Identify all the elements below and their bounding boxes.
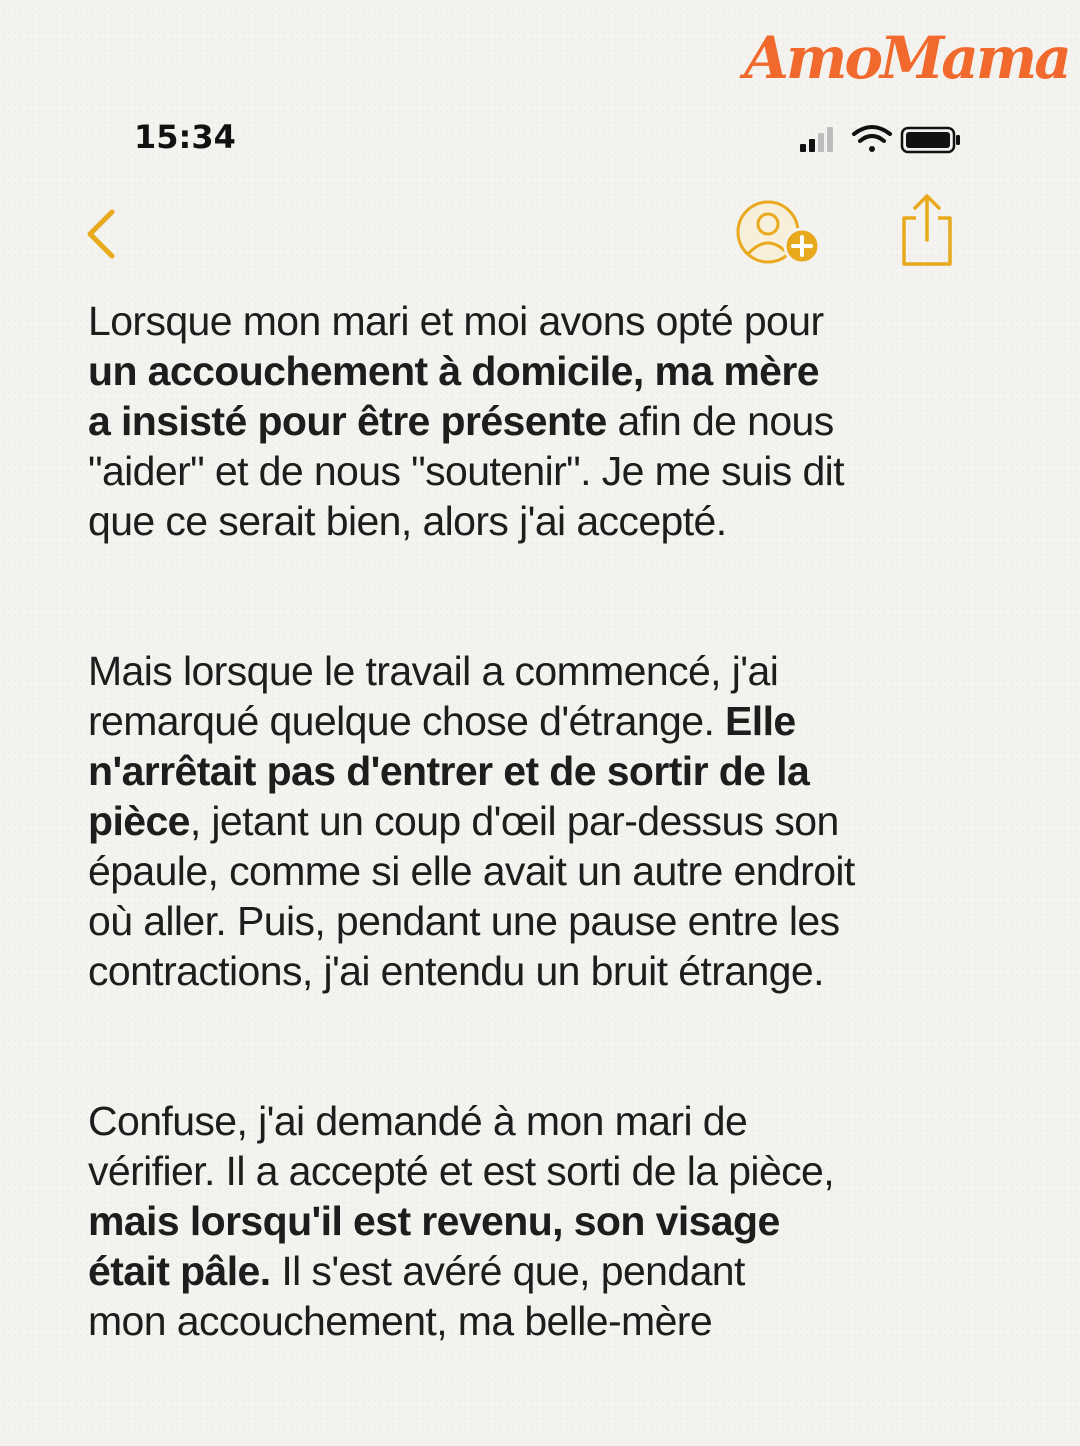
note-line: que ce serait bien, alors j'ai accepté. bbox=[88, 498, 727, 544]
note-body[interactable] bbox=[88, 296, 908, 1446]
signal-icon bbox=[800, 127, 833, 152]
status-time: 15:34 bbox=[134, 118, 236, 156]
bold-text: mais lorsqu'il est revenu, son visage bbox=[88, 1198, 780, 1244]
note-line bbox=[88, 396, 908, 446]
note-line bbox=[88, 696, 908, 746]
text: , jetant un coup d'œil par-dessus son bbox=[189, 798, 839, 844]
note-line bbox=[88, 796, 908, 846]
note-line: contractions, j'ai entendu un bruit étrange. bbox=[88, 948, 824, 994]
share-icon[interactable] bbox=[896, 192, 956, 268]
note-line bbox=[88, 1246, 908, 1296]
note-line: vérifier. Il a accepté et est sorti de la pièce, bbox=[88, 1148, 835, 1194]
add-person-icon[interactable] bbox=[734, 198, 828, 270]
note-line bbox=[88, 346, 908, 396]
note-line: où aller. Puis, pendant une pause entre les bbox=[88, 898, 840, 944]
status-icons bbox=[798, 122, 963, 158]
note-line: Mais lorsque le travail a commencé, j'ai bbox=[88, 648, 779, 694]
bold-text: a insisté pour être présente bbox=[88, 398, 607, 444]
note-paragraph-2 bbox=[88, 646, 908, 996]
note-line bbox=[88, 1196, 908, 1246]
battery-icon bbox=[902, 128, 960, 152]
bold-text: n'arrêtait pas d'entrer et de sortir de la bbox=[88, 748, 810, 794]
amomama-logo: AmoMama bbox=[744, 24, 1069, 92]
bold-text: était pâle. bbox=[88, 1248, 271, 1294]
note-line: mon accouchement, ma belle-mère bbox=[88, 1298, 713, 1344]
bold-text: pièce bbox=[88, 798, 190, 844]
note-paragraph-3 bbox=[88, 1096, 908, 1346]
bold-text: Elle bbox=[725, 698, 796, 744]
note-line: épaule, comme si elle avait un autre endroit bbox=[88, 848, 855, 894]
wifi-icon bbox=[854, 127, 890, 152]
note-paragraph-1 bbox=[88, 296, 908, 546]
text: afin de nous bbox=[606, 398, 834, 444]
note-line: Lorsque mon mari et moi avons opté pour bbox=[88, 298, 824, 344]
note-line: Confuse, j'ai demandé à mon mari de bbox=[88, 1098, 748, 1144]
text: Il s'est avéré que, pendant bbox=[270, 1248, 745, 1294]
back-chevron-icon[interactable] bbox=[80, 204, 124, 264]
note-line bbox=[88, 746, 908, 796]
note-line: "aider" et de nous "soutenir". Je me suis dit bbox=[88, 448, 844, 494]
text: remarqué quelque chose d'étrange. bbox=[88, 698, 726, 744]
bold-text: un accouchement à domicile, ma mère bbox=[88, 348, 819, 394]
